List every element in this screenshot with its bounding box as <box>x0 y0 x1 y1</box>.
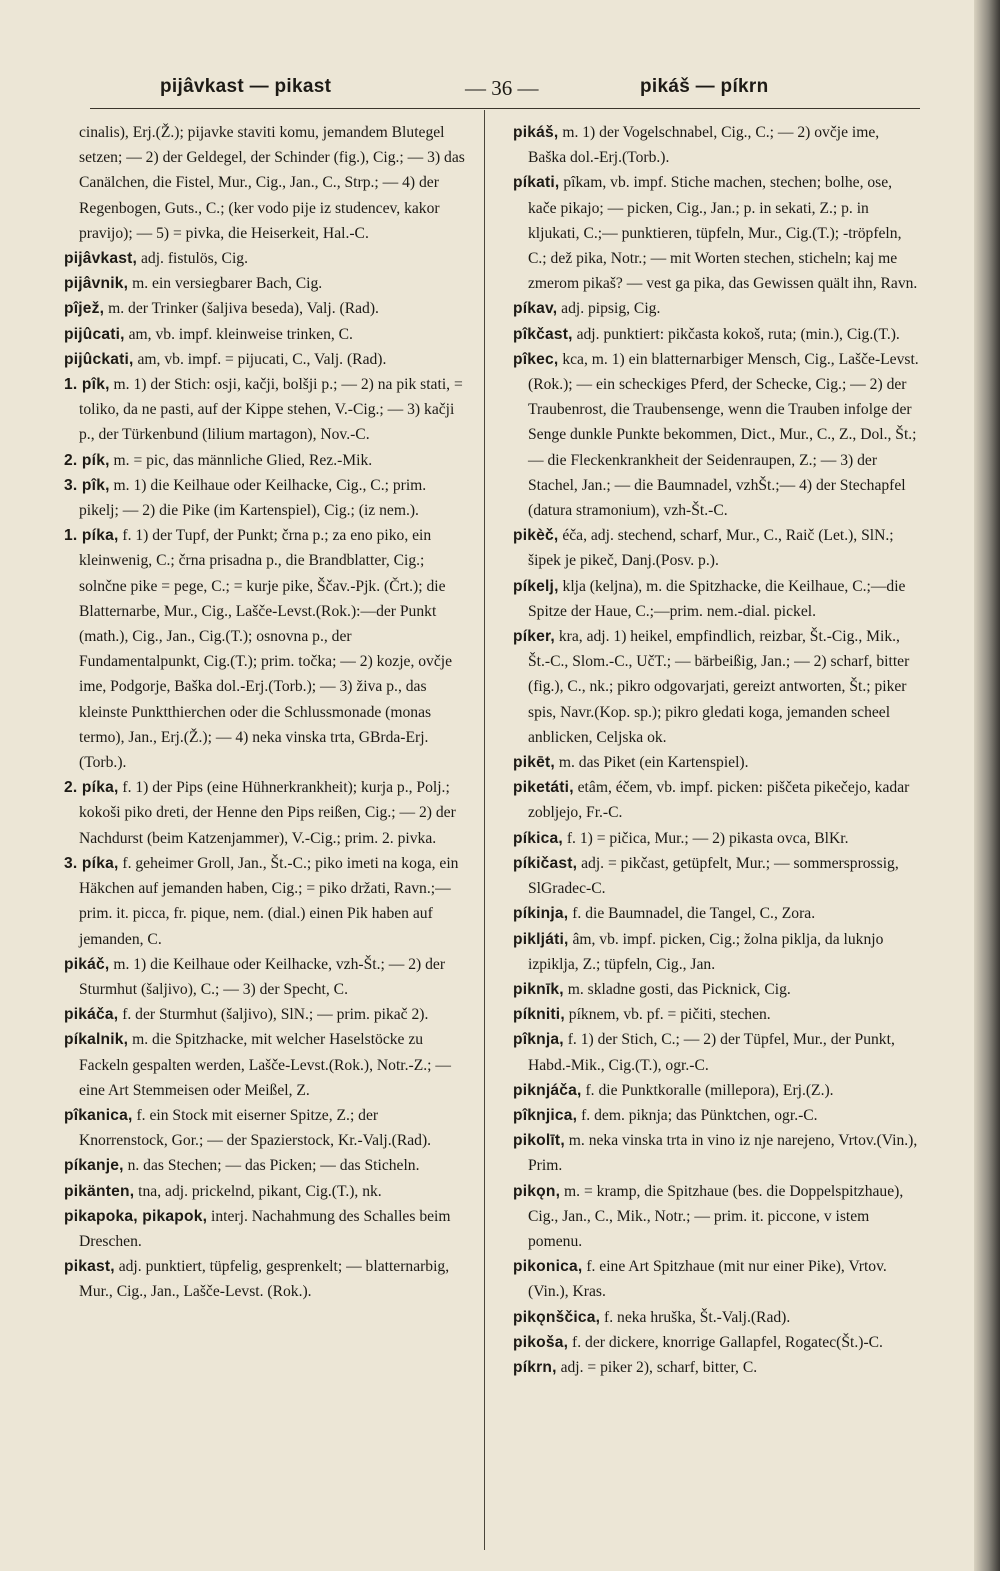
entry-headword: pijûcati, <box>64 325 125 343</box>
entry-headword: pîjež, <box>64 300 105 318</box>
entry-headword: pikáč, <box>64 955 110 973</box>
entry-headword: pîkanica, <box>64 1106 133 1124</box>
dictionary-entry <box>64 473 466 523</box>
entry-definition: m. 1) der Stich: osji, kačji, bolšji p.; — 2) na pik stati, = toliko, da ne pasti, auf der Kippe stehen, V.-Cig.; — 3) kačji p., der Türkenbund (lilium martagon), Nov.-C. <box>79 376 463 444</box>
entry-definition: etâm, éčem, vb. impf. picken: piščeta pikečejo, kadar zobljejo, Fr.-C. <box>528 779 910 822</box>
entry-headword: pikänten, <box>64 1182 135 1200</box>
entry-headword: 2. píka, <box>64 779 119 797</box>
dictionary-entry <box>513 170 921 296</box>
dictionary-entry <box>513 1128 921 1178</box>
entry-definition: f. dem. piknja; das Pünktchen, ogr.-C. <box>581 1106 818 1124</box>
dictionary-entry <box>64 271 466 296</box>
entry-headword: píkanje, <box>64 1157 124 1175</box>
entry-definition: éča, adj. stechend, scharf, Mur., C., Raič (Let.), SlN.; šipek je pikeč, Danj.(Posv. p.). <box>528 527 894 570</box>
entry-headword: 3. pîk, <box>64 476 110 494</box>
entry-headword: píkati, <box>513 174 560 192</box>
dictionary-entry <box>513 927 921 977</box>
entry-definition: m. 1) die Keilhaue oder Keilhacke, Cig., C.; prim. pikelj; — 2) die Pike (im Kartenspiel), Cig.; (iz nem.). <box>79 476 427 520</box>
entry-headword: pîknjica, <box>513 1106 578 1124</box>
dictionary-entry <box>64 448 466 473</box>
entry-definition: f. 1) = pičica, Mur.; — 2) pikasta ovca, BlKr. <box>566 829 849 847</box>
entry-headword: pikonica, <box>513 1258 583 1276</box>
dictionary-entry <box>64 1027 466 1103</box>
dictionary-entry <box>513 1355 921 1380</box>
dictionary-entry <box>64 775 466 851</box>
entry-definition: m. die Spitzhacke, mit welcher Haselstöcke zu Fackeln gespalten werden, Lašče-Levst.(Rok.), Notr.-Z.; — eine Art Stemmeisen oder Meißel, Z. <box>79 1031 451 1099</box>
dictionary-entry <box>64 1204 466 1254</box>
entry-definition: píknem, vb. pf. = pičiti, stechen. <box>568 1006 771 1024</box>
entry-headword: pikēt, <box>513 754 555 772</box>
entry-headword: pijâvnik, <box>64 275 129 293</box>
entry-definition: f. der dickere, knorrige Gallapfel, Rogatec(Št.)-C. <box>572 1333 883 1351</box>
dictionary-entry <box>64 1254 466 1304</box>
entry-definition: m. der Trinker (šaljiva beseda), Valj. (Rad). <box>108 300 379 318</box>
entry-headword: pikolīt, <box>513 1132 565 1150</box>
dictionary-entry <box>513 851 921 901</box>
entry-headword: píkelj, <box>513 577 559 595</box>
dictionary-entry <box>513 1027 921 1077</box>
entry-headword: pikáš, <box>513 124 559 141</box>
entry-definition: f. eine Art Spitzhaue (mit nur einer Pike), Vrtov.(Vin.), Kras. <box>528 1258 887 1301</box>
entry-definition: am, vb. impf. = pijucati, C., Valj. (Rad). <box>137 350 387 368</box>
entry-headword: píkav, <box>513 300 558 318</box>
page-header <box>90 76 920 106</box>
dictionary-entry <box>64 1153 466 1178</box>
dictionary-entry <box>513 977 921 1002</box>
entry-definition: m. 1) der Vogelschnabel, Cig., C.; — 2) ovčje ime, Baška dol.-Erj.(Torb.). <box>528 124 880 167</box>
dictionary-entry <box>64 347 466 372</box>
entry-definition: f. neka hruška, Št.-Valj.(Rad). <box>604 1308 791 1326</box>
entry-headword: píkrn, <box>513 1358 557 1376</box>
dictionary-entry <box>64 523 466 775</box>
dictionary-entry <box>64 851 466 952</box>
entry-headword: pikèč, <box>513 527 559 545</box>
entry-definition: f. 1) der Stich, C.; — 2) der Tüpfel, Mur., der Punkt, Habd.-Mik., Cig.(T.), ogr.-C. <box>528 1031 895 1074</box>
dictionary-entry <box>64 120 466 246</box>
dictionary-entry <box>513 1179 921 1255</box>
entry-definition: m. skladne gosti, das Picknick, Cig. <box>567 980 791 998</box>
entry-definition: adj. punktiert, tüpfelig, gesprenkelt; — blatternarbig, Mur., Cig., Jan., Lašče-Levst. (Rok.). <box>79 1258 450 1301</box>
entry-definition: klja (keljna), m. die Spitzhacke, die Keilhaue, C.;—die Spitze der Haue, C.;—prim. nem.-dial. pickel. <box>528 577 906 620</box>
entry-headword: píkica, <box>513 829 563 847</box>
entry-definition: f. die Punktkoralle (millepora), Erj.(Z.). <box>585 1081 834 1099</box>
entry-definition: f. geheimer Groll, Jan., Št.-C.; piko imeti na koga, ein Häkchen auf jemanden haben, Cig.; = piko držati, Ravn.;—prim. it. picca, fr. pique, nem. (dial.) einen Pik haben auf jemanden, C. <box>79 854 459 948</box>
entry-definition: f. 1) der Pips (eine Hühnerkrankheit); kurja p., Polj.; kokoši piko dreti, der Henne den Pips reißen, Cig.; — 2) der Nachdurst (beim Katzenjammer), V.-Cig.; prim. 2. pivka. <box>79 779 456 847</box>
entry-headword: pikáča, <box>64 1006 119 1024</box>
entry-definition: m. = kramp, die Spitzhaue (bes. die Doppelspitzhaue), Cig., Jan., C., Mik., Notr.; — prim. it. piccone, v istem pomenu. <box>528 1182 904 1250</box>
dictionary-entry <box>513 1078 921 1103</box>
dictionary-entry <box>513 120 921 170</box>
entry-headword: piknjáča, <box>513 1081 582 1099</box>
left-column <box>64 120 466 1305</box>
dictionary-entry <box>513 750 921 775</box>
entry-definition: m. 1) die Keilhaue oder Keilhacke, vzh-Št.; — 2) der Sturmhut (šaljivo), C.; — 3) der Specht, C. <box>79 955 446 998</box>
entry-headword: 3. píka, <box>64 854 119 872</box>
entry-definition: f. der Sturmhut (šaljivo), SlN.; — prim. pikač 2). <box>122 1006 429 1024</box>
entry-headword: pîknja, <box>513 1031 564 1049</box>
entry-headword: pikoša, <box>513 1333 569 1351</box>
page-edge-shadow <box>974 0 1000 1571</box>
entry-definition: kca, m. 1) ein blatternarbiger Mensch, Cig., Lašče-Levst.(Rok.); — ein scheckiges Pferd, der Schecke, Cig.; — 2) der Traubenrost, die Traubensenge, wenn die Trauben infolge der Senge dunkle Punkte bekommen, Dict., Mur., C., Z., Dol., Št.; — die Fleckenkrankheit der Seidenraupen, Z.; — 3) der Stachel, Jan.; — die Baumnadel, vzhŠt.;— 4) der Stechapfel (datura stramonium), vzh-Št.-C. <box>528 350 919 520</box>
dictionary-entry <box>513 901 921 926</box>
dictionary-entry <box>513 624 921 750</box>
dictionary-entry <box>513 523 921 573</box>
dictionary-entry <box>513 574 921 624</box>
dictionary-entry <box>64 296 466 321</box>
entry-headword: 1. pîk, <box>64 376 110 394</box>
entry-headword: píkinja, <box>513 905 569 923</box>
entry-definition: f. die Baumnadel, die Tangel, C., Zora. <box>572 905 816 923</box>
entry-definition: m. neka vinska trta in vino iz nje narejeno, Vrtov.(Vin.), Prim. <box>528 1132 918 1175</box>
entry-definition: f. ein Stock mit eiserner Spitze, Z.; der Knorrenstock, Gor.; — der Spazierstock, Kr.-Valj.(Rad). <box>79 1106 432 1150</box>
entry-headword: piknīk, <box>513 980 564 998</box>
entry-headword: pîkčast, <box>513 325 573 343</box>
dictionary-entry <box>513 1002 921 1027</box>
entry-definition: pîkam, vb. impf. Stiche machen, stechen; bolhe, ose, kače pikajo; — picken, Cig., Jan.; p. in sekati, Z.; p. in kljukati, C.;— punktieren, tüpfeln, Mur., Cig.(T.); -tröpfeln, C.; dež pika, Notr.; — mit Worten stechen, sticheln; kaj me zmerom pikaš? — vest ga pika, das Gewissen quält ihn, Ravn. <box>528 174 918 293</box>
dictionary-entry <box>64 1103 466 1153</box>
entry-headword: pijûckati, <box>64 350 134 368</box>
dictionary-entry <box>64 246 466 271</box>
entry-definition: adj. pipsig, Cig. <box>561 300 661 318</box>
entry-headword: pikǫn, <box>513 1182 561 1200</box>
dictionary-entry <box>513 322 921 347</box>
dictionary-entry <box>64 952 466 1002</box>
entry-definition: n. das Stechen; — das Picken; — das Sticheln. <box>127 1157 420 1175</box>
entry-headword: pikljáti, <box>513 930 569 948</box>
dictionary-entry <box>513 296 921 321</box>
entry-definition: adj. fistulös, Cig. <box>140 250 248 268</box>
right-column <box>513 120 921 1380</box>
entry-headword: 1. píka, <box>64 527 119 545</box>
column-divider <box>484 110 485 1550</box>
dictionary-entry <box>513 1330 921 1355</box>
entry-definition: adj. = pikčast, getüpfelt, Mur.; — sommersprossig, SlGradec-C. <box>528 854 899 898</box>
entry-definition: am, vb. impf. kleinweise trinken, C. <box>128 325 353 343</box>
entry-definition: f. 1) der Tupf, der Punkt; črna p.; za eno piko, ein kleinwenig, C.; črna prisadna p., die Brandblatter, Cig.; solnčne pike = pege, C.; = kurje pike, Ščav.-Pjk. (Črt.); die Blatternarbe, Mur., Cig., Lašče-Levst.(Rok.):—der Punkt (math.), Cig., Jan., Cig.(T.); osnovna p., der Fundamentalpunkt, Cig.(T.); prim. točka; — 2) kozje, ovčje ime, Podgorje, Baška dol.-Erj.(Torb.); — 3) živa p., das kleinste Punktthierchen oder die Schlussmonade (monas termo), Jan., Erj.(Ž.); — 4) neka vinska trta, GBrda-Erj.(Torb.). <box>79 527 453 772</box>
entry-definition: interj. Nachahmung des Schalles beim Dreschen. <box>79 1207 451 1250</box>
entry-definition: cinalis), Erj.(Ž.); pijavke staviti komu, jemandem Blutegel setzen; — 2) der Geldegel, der Schinder (fig.), Cig.; — 3) das Canälchen, die Fistel, Mur., Cig., Jan., C., Strp.; — 4) der Regenbogen, Guts., C.; (ker vodo pije iz studencev, kakor pravijo); — 5) = pivka, die Heiserkeit, Hal.-C. <box>79 124 465 242</box>
entry-headword: pikast, <box>64 1258 115 1276</box>
entry-headword: píkalnik, <box>64 1031 129 1049</box>
dictionary-entry <box>513 1254 921 1304</box>
dictionary-entry <box>513 1305 921 1330</box>
entry-headword: píkniti, <box>513 1006 565 1024</box>
dictionary-entry <box>64 1179 466 1204</box>
dictionary-entry <box>513 826 921 851</box>
entry-headword: piketáti, <box>513 779 574 797</box>
dictionary-entry <box>64 372 466 448</box>
header-rule <box>90 108 920 109</box>
running-head-left: pijâvkast — pikast <box>160 76 332 97</box>
entry-definition: m. ein versiegbarer Bach, Cig. <box>132 275 323 293</box>
dictionary-entry <box>513 347 921 523</box>
entry-definition: tna, adj. prickelnd, pikant, Cig.(T.), nk. <box>138 1182 382 1200</box>
entry-headword: pikǫnščica, <box>513 1308 601 1326</box>
entry-headword: pikapoka, pikapok, <box>64 1207 208 1225</box>
entry-definition: m. = pic, das männliche Glied, Rez.-Mik. <box>113 451 373 469</box>
entry-definition: adj. punktiert: pikčasta kokoš, ruta; (min.), Cig.(T.). <box>576 325 900 343</box>
entry-headword: 2. pík, <box>64 451 110 469</box>
entry-definition: adj. = piker 2), scharf, bitter, C. <box>560 1358 758 1376</box>
entry-headword: píkičast, <box>513 854 578 872</box>
dictionary-entry <box>513 1103 921 1128</box>
entry-headword: píker, <box>513 628 555 646</box>
entry-headword: pijâvkast, <box>64 250 138 268</box>
dictionary-entry <box>64 1002 466 1027</box>
entry-definition: âm, vb. impf. picken, Cig.; žolna piklja, da luknjo izpiklja, Z.; tüpfeln, Cig., Jan. <box>528 930 884 973</box>
entry-definition: kra, adj. 1) heikel, empfindlich, reizbar, Št.-Cig., Mik., Št.-C., Slom.-C., UčT.; — bärbeißig, Jan.; — 2) scharf, bitter (fig.), C., nk.; pikro odgovarjati, gereizt antworten, Št.; piker spis, Navr.(Kop. sp.); pikro gledati koga, jemanden scheel anblicken, Celjska ok. <box>528 628 910 746</box>
dictionary-entry <box>513 775 921 825</box>
entry-headword: pîkec, <box>513 350 559 368</box>
dictionary-entry <box>64 322 466 347</box>
entry-definition: m. das Piket (ein Kartenspiel). <box>558 754 749 772</box>
page-number: — 36 — <box>465 76 539 100</box>
running-head-right: pikáš — píkrn <box>640 76 769 97</box>
